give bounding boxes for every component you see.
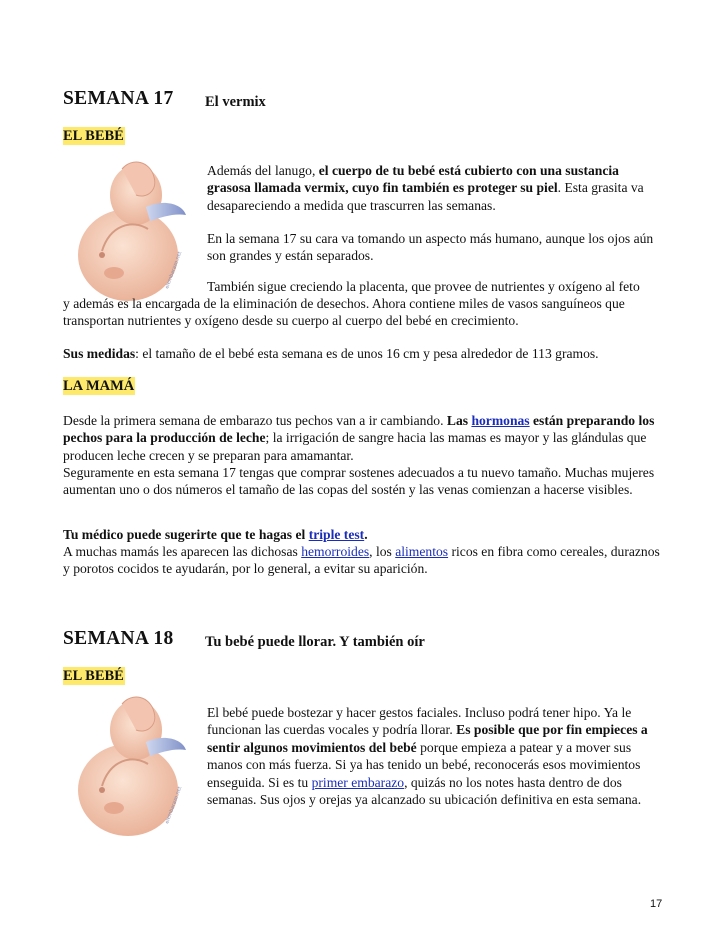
baby-heading-17 bbox=[63, 127, 125, 145]
watermark-text: elembarazo.net bbox=[164, 250, 184, 290]
fetus-illustration-week-17 bbox=[62, 155, 194, 305]
mom-paragraph-2: Seguramente en esta semana 17 tengas que comprar sostenes adecuados a tu nuevo tamaño. Muchas mujeres aumentan uno o dos números el tamaño de las copas del sostén y las venas comienzan a hacerse visibles. bbox=[63, 465, 655, 498]
mom-heading-17 bbox=[63, 377, 135, 395]
page-number: 17 bbox=[650, 898, 663, 910]
week-18-title: SEMANA 18 bbox=[63, 628, 174, 649]
mom-paragraph-1: Desde la primera semana de embarazo tus pechos van a ir cambiando. Las hormonas están preparando los pechos para la producción de leche; la irrigación de sangre hacia las mamas es mayor y las glándulas que producen leche crecen y se preparan para amamantar. bbox=[63, 413, 655, 463]
baby-heading-label: EL BEBÉ bbox=[63, 668, 124, 684]
mom-heading-label: LA MAMÁ bbox=[63, 378, 135, 394]
mom-paragraph-4: A muchas mamás les aparecen las dichosas hemorroides, los alimentos ricos en fibra como cereales, duraznos y porotos cocidos te ayudarán, por lo general, a evitar su aparición. bbox=[63, 544, 660, 577]
mom-paragraph-3: Tu médico puede sugerirte que te hagas el triple test. bbox=[63, 527, 368, 542]
week-17-measures: Sus medidas: el tamaño de el bebé esta semana es de unos 16 cm y pesa alrededor de 113 gramos. bbox=[63, 346, 599, 361]
week-17-title: SEMANA 17 bbox=[63, 88, 174, 109]
link-triple-test[interactable]: triple test bbox=[308, 527, 365, 542]
week-18-paragraph-1: El bebé puede bostezar y hacer gestos faciales. Incluso podrá tener hipo. Ya le funcionan las cuerdas vocales y podría llorar. Es posible que por fin empieces a sentir algunos movimientos del bebé porque empieza a patear y a mover sus manos con más fuerza. Si ya has tenido un bebé, reconocerás esos movimientos enseguida. Si es tu primer embarazo, quizás no los notes hasta dentro de dos semanas. Sus ojos y orejas ya alcanzado su ubicación definitiva en esta semana. bbox=[207, 705, 648, 808]
week-18-subtitle: Tu bebé puede llorar. Y también oír bbox=[205, 634, 425, 650]
link-primer-embarazo[interactable]: primer embarazo bbox=[311, 774, 405, 790]
week-17-paragraph-3b: y además es la encargada de la eliminación de desechos. Ahora contiene miles de vasos sanguíneos que transportan nutrientes y oxígeno desde su cuerpo al cuerpo del bebé en crecimiento. bbox=[63, 296, 625, 329]
link-hemorroides[interactable]: hemorroides bbox=[301, 544, 370, 559]
baby-heading-18 bbox=[63, 667, 125, 685]
watermark-text: elembarazo.net bbox=[164, 785, 184, 825]
week-17-subtitle: El vermix bbox=[205, 94, 266, 110]
link-alimentos[interactable]: alimentos bbox=[395, 544, 449, 559]
week-17-paragraph-2: En la semana 17 su cara va tomando un aspecto más humano, aunque los ojos aún son grandes y están separados. bbox=[207, 231, 654, 264]
link-hormonas[interactable]: hormonas bbox=[471, 413, 530, 428]
week-17-paragraph-1: Además del lanugo, el cuerpo de tu bebé está cubierto con una sustancia grasosa llamada vermix, cuyo fin también es proteger su piel. Esta grasita va desapareciendo a medida que trascurren las semanas. bbox=[207, 163, 644, 213]
fetus-illustration-week-18 bbox=[62, 690, 194, 840]
baby-heading-label: EL BEBÉ bbox=[63, 128, 124, 144]
week-17-paragraph-3a: También sigue creciendo la placenta, que provee de nutrientes y oxígeno al feto bbox=[207, 279, 640, 294]
